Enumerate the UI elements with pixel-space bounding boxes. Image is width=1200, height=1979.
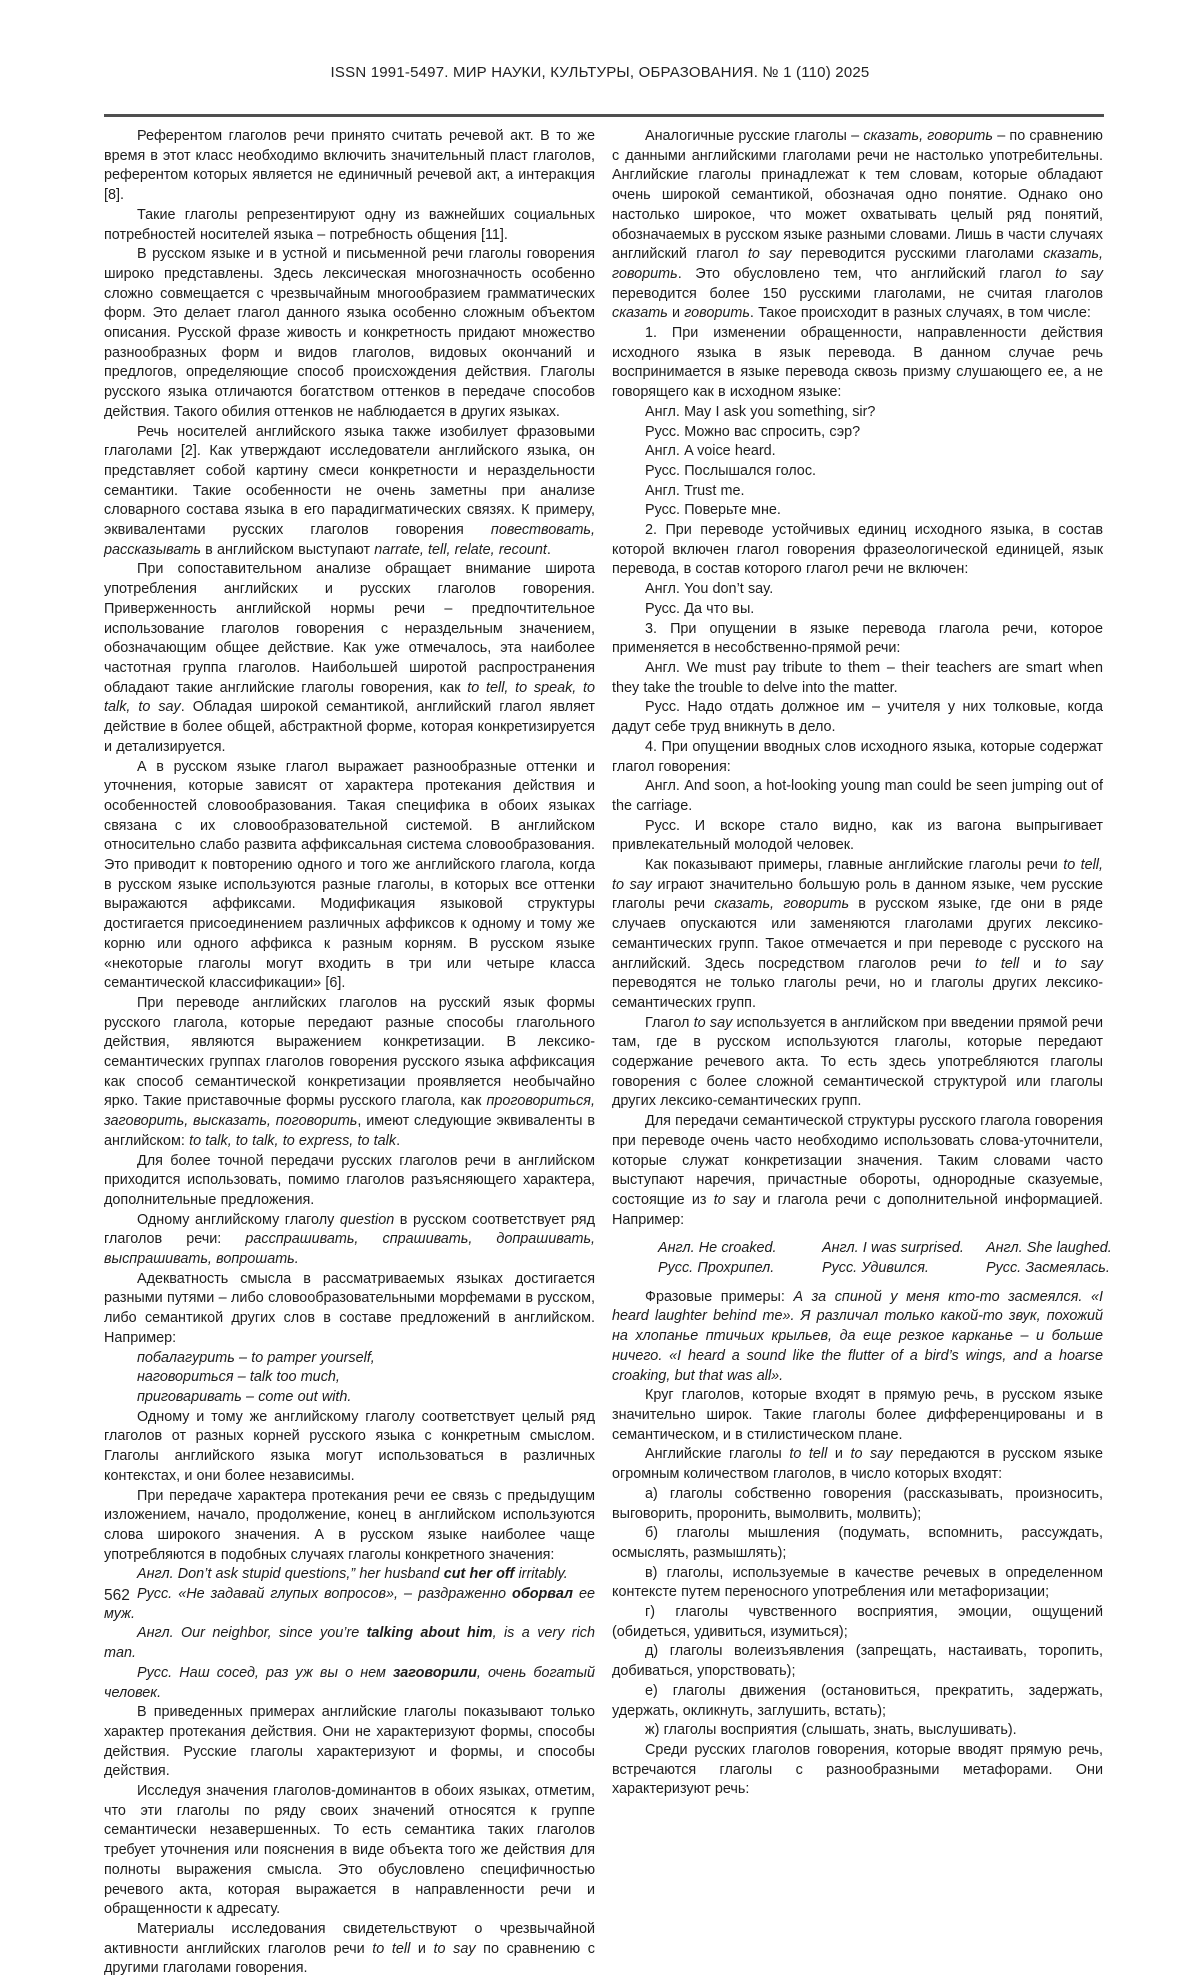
text-run: а) глаголы собственно говорения (рассказывать, произносить, выговорить, проронить, вымолвить, молвить);	[612, 1485, 1103, 1522]
text-run: Англ. May I ask you something, sir?	[645, 403, 876, 420]
text-run: Адекватность смысла в рассматриваемых языках достигается разными путями – либо словообразовательными морфемами в русском, либо семантикой других слов в составе предложений в английском. Например:	[104, 1270, 595, 1346]
text-run: При переводе английских глаголов на русский язык формы русского глагола, которые передают разные способы глагольного действия, являются выражением конкретизации. В лексико-семантических группах глаголов говорения русского языка аффиксация как способ семантической конкретизации проявляется необычайно ярко. Такие приставочные формы русского глагола, как	[104, 994, 595, 1110]
paragraph	[612, 1014, 1103, 1113]
text-run: приговаривать – come out with.	[137, 1389, 352, 1405]
text-run: Английские глаголы	[645, 1446, 790, 1463]
text-run: Круг глаголов, которые входят в прямую речь, в русском языке значительно широк. Такие глаголы более дифференцированы и в семантическом, и в стилистическом плане.	[612, 1387, 1103, 1443]
example-pair	[822, 1239, 986, 1278]
paragraph	[104, 1152, 595, 1211]
text-run: расспрашивать, спрашивать, допрашивать, выспрашивать, вопрошать.	[104, 1231, 596, 1268]
text-run: говорить	[684, 305, 750, 322]
text-run: irritably.	[514, 1566, 568, 1583]
text-run: используется в английском при введении прямой речи там, где в русском используются глаголы, которые передают содержание речевого акта. То есть здесь употребляются глаголы говорения с более сложной семантической структурой или глаголы других лексико-семантических групп.	[612, 1014, 1103, 1110]
text-run: При сопоставительном анализе обращает внимание широта употребления английских и русских глаголов говорения. Приверженность английской нормы речи – предпочтительное использование глаголов говорения с нераздельным значением, обозначающим общее действие. Как уже отмечалось, эта наиболее частотная группа глаголов. Наибольшей широтой распространения обладают такие английские глаголы говорения, как	[104, 561, 595, 696]
text-run: А за спиной у меня кто-то засмеялся. «I heard laughter behind me». Я различал только какой-то звук, похожий на хлопанье птичьих крыльев, да еще резкое карканье – и больше ничего. «I heard a sound like the flutter of a bird’s wings, and a hoarse croaking, but that was all».	[612, 1288, 1103, 1384]
example-en: Англ. He croaked.	[658, 1240, 777, 1257]
text-run: Русс. Поверьте мне.	[645, 502, 781, 519]
text-run: Русс. Послышался голос.	[645, 462, 817, 479]
example-en: Англ. I was surprised.	[822, 1240, 964, 1257]
text-run: Речь носителей английского языка также изобилует фразовыми глаголами [2]. Как утверждают исследователи английского языка, он представляет собой картину смеси конкретности и нераздельности семантики. Такие особенности не очень заметны при анализе словарного состава языка в его парадигматических связях. К примеру, эквивалентами русских глаголов говорения	[104, 423, 595, 539]
paragraph	[612, 1288, 1103, 1387]
text-run: Англ. And soon, a hot-looking young man could be seen jumping out of the carriage.	[612, 778, 1103, 814]
text-run: сказать, говорить	[612, 246, 1103, 282]
paragraph	[612, 1445, 1103, 1484]
text-run: Такие глаголы репрезентируют одну из важнейших социальных потребностей носителей языка – потребность общения [11].	[104, 206, 595, 243]
text-run: Аналогичные русские глаголы –	[645, 128, 864, 144]
left-column	[104, 127, 595, 1979]
text-run: в русском языке, где они в ряде случаев опускаются или заменяются глаголами других лексико-семантических групп. Такое отмечается и при переводе с русского на английский. Здесь посредством глаголов речи	[612, 896, 1103, 972]
example-pair	[986, 1239, 1112, 1278]
paragraph	[104, 1624, 595, 1663]
example-en: Англ. She laughed.	[986, 1240, 1112, 1257]
paragraph	[104, 1782, 595, 1920]
paragraph	[104, 1388, 595, 1408]
text-run: Исследуя значения глаголов-доминантов в обоих языках, отметим, что эти глаголы по ряду своих значений относятся к группе семантически незавершенных. То есть семантика таких глаголов требует уточнения или пояснения в виде объекта того же действия для полноты выражения смысла. Это обусловлено специфичностью речевого акта, которая выражается в направленности речи и обращенности к адресату.	[104, 1783, 595, 1918]
paragraph	[612, 423, 1103, 443]
paragraph	[612, 1741, 1103, 1800]
text-run: по сравнению с другими глаголами говорения.	[104, 1940, 595, 1977]
text-run: to say	[850, 1446, 893, 1463]
text-run: to talk, to talk, to express, to talk	[189, 1132, 397, 1149]
paragraph	[612, 403, 1103, 423]
text-run: ж) глаголы восприятия (слышать, знать, выслушивать).	[645, 1722, 1017, 1739]
paragraph	[612, 1112, 1103, 1230]
text-run: д) глаголы волеизъявления (запрещать, настаивать, торопить, добиваться, упорствовать);	[612, 1643, 1103, 1680]
paragraph	[612, 1642, 1103, 1681]
paragraph	[612, 1564, 1103, 1603]
text-run: заговорили	[392, 1664, 477, 1681]
text-run: narrate, tell, relate, recount	[374, 541, 547, 558]
text-run: to say	[713, 1191, 756, 1208]
paragraph	[612, 1386, 1103, 1445]
text-run: передаются в русском языке огромным количеством глаголов, в число которых входят:	[612, 1446, 1103, 1483]
paragraph	[612, 600, 1103, 620]
paragraph	[612, 817, 1103, 856]
example-ru: Русс. Прохрипел.	[658, 1260, 775, 1277]
example-ru: Русс. Удивился.	[822, 1260, 929, 1277]
text-run: Англ. We must pay tribute to them – their teachers are smart when they take the trouble to delve into the matter.	[612, 659, 1103, 696]
text-run: to tell	[789, 1446, 828, 1463]
text-run: сказать, говорить	[863, 128, 993, 144]
paragraph	[104, 1920, 595, 1979]
text-run: е) глаголы движения (остановиться, прекратить, задержать, удержать, окликнуть, заглушить, встать);	[612, 1682, 1103, 1719]
text-run: Русс. И вскоре стало видно, как из вагона выпрыгивает привлекательный молодой человек.	[612, 817, 1103, 854]
paragraph	[104, 1270, 595, 1349]
paragraph	[104, 994, 595, 1152]
paragraph	[104, 245, 595, 422]
text-run: talking about him	[366, 1625, 493, 1642]
text-run: Фразовые примеры:	[645, 1288, 794, 1305]
text-run: 1. При изменении обращенности, направленности действия исходного языка в язык перевода. В данном случае речь воспринимается в языке перевода сквозь призму слушающего ее, а не говорящего как в исходном языке:	[612, 325, 1103, 401]
text-run: . Обладая широкой семантикой, английский глагол являет действие в более общей, абстрактной форме, которая конкретизируется и детализируется.	[104, 699, 595, 755]
text-run: повествовать, рассказывать	[104, 522, 595, 558]
text-run: 2. При переводе устойчивых единиц исходного языка, в состав которой включен глагол говорения фразеологической единицей, язык перевода, в состав которого глагол речи не включен:	[612, 522, 1103, 578]
text-run: в английском выступают	[200, 541, 375, 558]
text-run: и	[827, 1446, 851, 1463]
text-run: Англ. Trust me.	[645, 482, 745, 499]
text-run: Одному и тому же английскому глаголу соответствует целый ряд глаголов от разных корней русского языка с конкретным смыслом. Глаголы английского языка могут использоваться в различных контекстах, и они более независимы.	[104, 1408, 595, 1484]
text-run: и	[410, 1940, 434, 1957]
text-run: . Это обусловлено тем, что английский глагол	[677, 265, 1056, 282]
paragraph	[104, 423, 595, 561]
paragraph	[612, 442, 1103, 462]
paragraph	[104, 206, 595, 245]
text-run: Русс. Надо отдать должное им – учителя у них толковые, когда дадут себе труд вникнуть в дело.	[612, 699, 1103, 736]
text-run: Одному английскому глаголу	[137, 1211, 340, 1228]
text-run: Среди русских глаголов говорения, которые вводят прямую речь, встречаются глаголы с разнообразными метафорами. Они характеризуют речь:	[612, 1741, 1103, 1798]
text-run: Как показывают примеры, главные английские глаголы речи	[645, 857, 1064, 874]
example-pair	[658, 1239, 822, 1278]
text-run: переводятся не только глаголы речи, но и глаголы других лексико-семантических групп.	[612, 975, 1103, 1011]
text-run: проговориться, заговорить, высказать, поговорить	[104, 1093, 595, 1130]
example-ru: Русс. Засмеялась.	[986, 1260, 1110, 1277]
text-run: question	[339, 1211, 395, 1228]
example-pair-row	[658, 1239, 1112, 1278]
paragraph	[612, 1721, 1103, 1741]
text-run: побалагурить – to pamper yourself,	[137, 1349, 375, 1366]
text-run: to tell, to say	[612, 857, 1103, 893]
text-run: to say	[433, 1940, 476, 1957]
paragraph	[612, 482, 1103, 502]
text-run: . Такое происходит в разных случаях, в том числе:	[749, 305, 1091, 322]
text-run: В приведенных примерах английские глаголы показывают только характер протекания действия. Они не характеризуют формы, способы действия. Русские глаголы характеризуют и формы, и способы действия.	[104, 1704, 595, 1780]
paragraph	[104, 1487, 595, 1566]
paragraph	[104, 1211, 595, 1270]
text-run: В русском языке и в устной и письменной речи глаголы говорения широко представлены. Здесь лексическая многозначность особенно сложно совмещается с чрезвычайным многообразием грамматических форм. Это делает глагол данного языка особенно сложным объектом описания. Русской фразе живость и конкретность придают множество разнообразных форм и видов глаголов, видовых окончаний и предлогов, определяющие способ происхождения действия. Глаголы русского языка отличаются богатством оттенков в передаче способов действия. Такого обилия оттенков не наблюдается в других языках.	[104, 246, 595, 420]
text-run: .	[396, 1132, 401, 1149]
text-run: , очень богатый человек.	[104, 1664, 595, 1701]
paragraph	[612, 659, 1103, 698]
text-run: и глагола речи с дополнительной информацией. Например:	[612, 1191, 1103, 1228]
text-run: , имеют следующие эквиваленты в английском:	[104, 1113, 596, 1149]
article-body	[104, 127, 1112, 1979]
header-divider	[104, 114, 1104, 117]
text-run: Русс. «Не задавай глупых вопросов», – раздраженно	[137, 1586, 513, 1603]
text-run: Англ. A voice heard.	[645, 443, 776, 460]
text-run: сказать	[612, 305, 668, 322]
text-run: to tell	[975, 955, 1020, 972]
text-run: г) глаголы чувственного восприятия, эмоции, ощущений (обидеться, удивиться, изумиться);	[612, 1604, 1103, 1640]
text-run: cut her off	[443, 1566, 515, 1583]
paragraph	[612, 1603, 1103, 1642]
text-run: Англ. You don’t say.	[645, 581, 774, 598]
paragraph	[612, 738, 1103, 777]
text-run: в) глаголы, используемые в качестве речевых в определенном контексте путем переносного употребления или метафоризации;	[612, 1564, 1103, 1601]
journal-header: ISSN 1991-5497. МИР НАУКИ, КУЛЬТУРЫ, ОБРАЗОВАНИЯ. № 1 (110) 2025	[330, 64, 870, 81]
text-run: Русс. Можно вас спросить, сэр?	[645, 423, 861, 440]
text-run: Для передачи семантической структуры русского глагола говорения при переводе очень часто необходимо использовать слова-уточнители, которые служат конкретизации значения. Таким словами часто выступают наречия, причастные обороты, однородные сказуемые, состоящие из	[612, 1113, 1103, 1208]
paragraph	[104, 1703, 595, 1782]
paragraph	[104, 1408, 595, 1487]
paragraph	[612, 620, 1103, 659]
text-run: переводится более 150 русскими глаголами, не считая глаголов	[612, 285, 1103, 302]
text-run: сказать, говорить	[714, 896, 850, 913]
text-run: переводится русскими глаголами	[791, 246, 1044, 263]
paragraph	[612, 777, 1103, 816]
paragraph	[612, 1682, 1103, 1721]
paragraph	[612, 324, 1103, 403]
paragraph	[612, 1485, 1103, 1524]
paragraph	[612, 856, 1103, 1014]
text-run: Глагол	[645, 1014, 694, 1031]
text-run: .	[546, 541, 551, 558]
right-column	[612, 127, 1112, 1800]
text-run: в русском соответствует ряд глаголов речи:	[104, 1211, 595, 1248]
paragraph	[612, 580, 1103, 600]
paragraph	[612, 462, 1103, 482]
paragraph	[612, 127, 1103, 324]
text-run: , is a very rich man.	[104, 1625, 595, 1662]
text-run: Референтом глаголов речи принято считать речевой акт. В то же время в этот класс необходимо включить значительный пласт глаголов, референтом которых является не единичный речевой акт, а интеракция [8].	[104, 128, 595, 204]
text-run: Русс. Наш сосед, раз уж вы о нем	[137, 1664, 393, 1681]
text-run: ее муж.	[104, 1586, 595, 1622]
text-run: Материалы исследования свидетельствуют о чрезвычайной активности английских глаголов речи	[104, 1920, 595, 1957]
text-run: наговориться – talk too much,	[137, 1369, 340, 1386]
paragraph	[612, 521, 1103, 580]
paragraph	[104, 560, 595, 757]
text-run: Русс. Да что вы.	[645, 600, 755, 617]
paragraph	[104, 127, 595, 206]
paragraph	[612, 1524, 1103, 1563]
text-run: А в русском языке глагол выражает разнообразные оттенки и уточнения, которые зависят от характера протекания действия и особенностей словообразования. Такая специфика в обоих языках связана с их словообразовательной системой. В английском относительно слабо развита аффиксальная система словообразования. Это приводит к повторению одного и того же английского глагола, когда в русском языке используются разные глаголы, в которых все оттенки выражаются аффиксами. Модификация языковой структуры достигается присоединением различных аффиксов к одному и тому же корню или одного аффикса к разным корням. В русском языке «некоторые глаголы могут входить в три или четыре класса семантической классификации» [6].	[104, 758, 595, 992]
text-run: 4. При опущении вводных слов исходного языка, которые содержат глагол говорения:	[612, 738, 1103, 775]
paragraph	[104, 1664, 595, 1703]
paragraph	[104, 1565, 595, 1585]
paragraph	[104, 1368, 595, 1388]
text-run: б) глаголы мышления (подумать, вспомнить, рассуждать, осмыслять, размышлять);	[612, 1525, 1103, 1561]
text-run: to say	[693, 1014, 733, 1031]
text-run: Англ. Our neighbor, since you’re	[137, 1625, 367, 1642]
paragraph	[104, 1585, 595, 1624]
page-number: 562	[104, 1587, 130, 1604]
text-run: to say	[1054, 955, 1103, 972]
text-run: При передаче характера протекания речи ее связь с предыдущим изложением, начало, продолжение, конец в английском используются слова широкого значения. А в русском языке наиболее чаще употребляются в подобных случаях глаголы конкретного значения:	[104, 1487, 595, 1563]
paragraph	[612, 698, 1103, 737]
text-run: to say	[747, 246, 792, 263]
text-run: 3. При опущении в языке перевода глагола речи, которое применяется в несобственно-прямой речи:	[612, 620, 1103, 657]
text-run: to say	[1055, 265, 1103, 282]
text-run: to tell, to speak, to talk, to say	[104, 679, 595, 716]
paragraph	[104, 758, 595, 994]
paragraph	[104, 1349, 595, 1369]
text-run: играют значительно большую роль в данном языке, чем русские глаголы речи	[612, 876, 1103, 913]
text-run: оборвал	[512, 1586, 573, 1603]
text-run: to tell	[372, 1940, 411, 1957]
text-run: и	[1019, 955, 1055, 972]
paragraph	[612, 501, 1103, 521]
text-run: – по сравнению с данными английскими глаголами речи не настолько употребительны. Английские глаголы принадлежат к тем словам, которые обладают очень широкой семантикой, обозначая одно понятие. Однако оно настолько широкое, что может охватывать целый ряд понятий, обозначаемых в русском языке разными словами. Лишь в части случаях английский глагол	[612, 128, 1103, 263]
text-run: Для более точной передачи русских глаголов речи в английском приходится использовать, помимо глаголов разъясняющего характера, дополнительные предложения.	[104, 1152, 595, 1208]
text-run: Англ. Don’t ask stupid questions,” her husband	[137, 1566, 444, 1583]
text-run: и	[667, 305, 685, 322]
